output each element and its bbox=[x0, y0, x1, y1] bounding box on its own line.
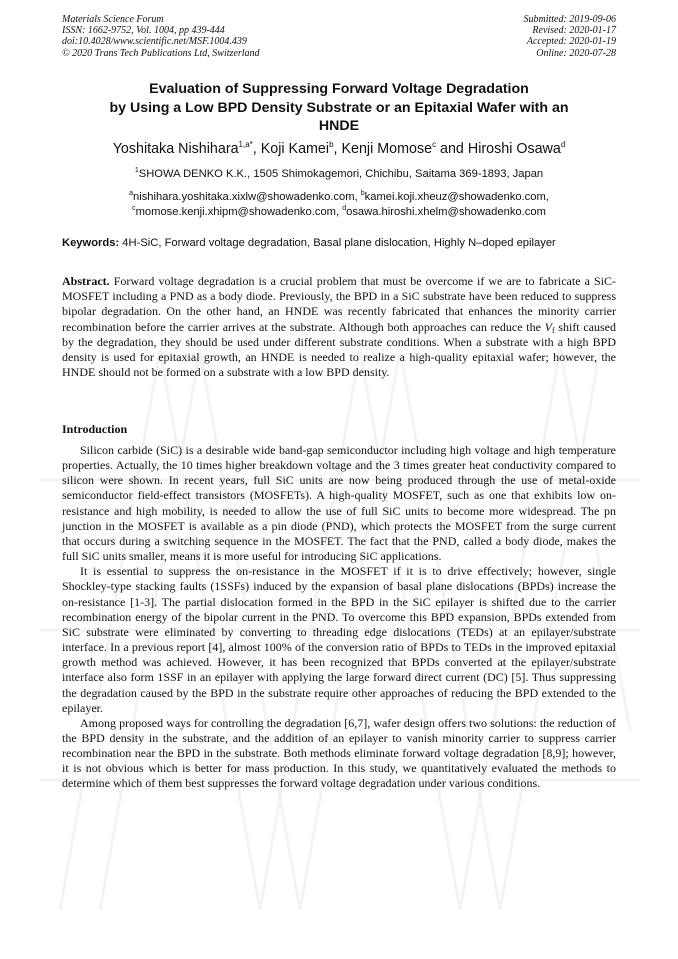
email-address[interactable]: osawa.hiroshi.xhelm@showadenko.com bbox=[346, 205, 546, 218]
abstract bbox=[62, 274, 616, 380]
date-revised: Revised: 2020-01-17 bbox=[532, 25, 616, 37]
author-name: Yoshitaka Nishihara bbox=[112, 141, 239, 157]
abstract-text-part2: shift caused by the degradation, they should be used under different substrate conditions. When a substrate with a high BPD density is used for epitaxial growth, an HNDE is needed to realize a high-quality epitaxial wafer; however, the HNDE should not be formed on a substrate with a low BPD density. bbox=[62, 319, 616, 380]
author-affiliation-mark: b bbox=[329, 140, 334, 149]
email-mark: d bbox=[342, 204, 347, 212]
title-line-1: Evaluation of Suppressing Forward Voltage Degradation bbox=[149, 81, 529, 97]
email-address[interactable]: momose.kenji.xhipm@showadenko.com, bbox=[135, 205, 343, 218]
keywords bbox=[62, 237, 616, 249]
title-line-2: by Using a Low BPD Density Substrate or an Epitaxial Wafer with an bbox=[109, 99, 569, 116]
author-separator: , bbox=[252, 141, 261, 157]
journal-header bbox=[62, 14, 616, 59]
journal-doi: doi:10.4028/www.scientific.net/MSF.1004.439 bbox=[62, 36, 247, 48]
email-line-2 bbox=[40, 205, 638, 220]
journal-copyright: © 2020 Trans Tech Publications Ltd, Switzerland bbox=[62, 47, 260, 59]
author-separator: , bbox=[333, 141, 342, 157]
keywords-label: Keywords: bbox=[62, 237, 120, 249]
journal-issn: ISSN: 1662-9752, Vol. 1004, pp 439-444 bbox=[62, 25, 225, 37]
introduction-paragraph-1: Silicon carbide (SiC) is a desirable wide band-gap semiconductor including high voltage and high temperature properties. Actually, the 10 times higher breakdown voltage and the 3 times greater heat conductivity compared to silicon were shown. In recent years, full SiC units are now being produced through the use of metal-oxide semiconductor field-effect transistors (MOSFETs). A high-quality MOSFET, such as one that exhibits low on-resistance and high mobility, is needed to allow the use of full SiC units to become more widespread. The pn junction in the MOSFET is available as a pin diode (PND), which protects the MOSFET from the surge current that occurs during a switching sequence in the MOSFET. The fact that the PND, called a body diode, makes the full SiC units smaller, means it is more useful for introducing SiC applications. bbox=[62, 443, 616, 564]
introduction-body bbox=[62, 443, 616, 792]
author-list bbox=[40, 141, 638, 157]
email-mark: a bbox=[129, 190, 133, 197]
title-line-3: HNDE bbox=[318, 118, 360, 134]
affiliation bbox=[40, 168, 638, 180]
email-mark: c bbox=[132, 204, 136, 212]
affiliation-mark: 1 bbox=[134, 167, 139, 174]
author-name: Kenji Momose bbox=[341, 141, 433, 157]
email-address[interactable]: nishihara.yoshitaka.xixlw@showadenko.com, bbox=[133, 191, 361, 203]
abstract-text-part1: Forward voltage degradation is a crucial problem that must be overcome if we are to fabricate a SiC-MOSFET including a PND as a body diode. Previously, the BPD in a SiC substrate have been reduced to suppress bipolar degradation. On the other hand, an HNDE was recently fabricated that enhances the minority carrier recombination before the carrier arrives at the substrate. Although both approaches can reduce the bbox=[62, 274, 616, 334]
introduction-paragraph-2: It is essential to suppress the on-resistance in the MOSFET if it is to drive effectively; however, single Shockley-type stacking faults (1SSFs) induced by the expansion of basal plane dislocations (BPDs) increase the on-resistance [1-3]. The partial dislocation formed in the BPD in the SiC epilayer is shifted due to the carrier recombination energy of the bipolar current in the PND. To overcome this BPD expansion, BPDs extended from SiC substrate were eliminated by converting to threading edge dislocations (TEDs) at an epilayer/substrate interface. In a previous report [4], almost 100% of the conversion ratio of BPDs to TEDs in the improved epitaxial growth method was achieved. However, it has been recognized that BPDs converted at the epilayer/substrate interface also form 1SSF in an epilayer with applying the large forward direct current (DC) [5]. Thus suppressing the degradation caused by the BPD in the substrate require other approaches of reducing the BPD extended to the epilayer. bbox=[62, 564, 616, 715]
author-affiliation-mark: d bbox=[560, 140, 566, 149]
author-affiliation-mark: 1,a* bbox=[238, 140, 253, 149]
introduction-paragraph-3: Among proposed ways for controlling the degradation [6,7], wafer design offers two solutions: the reduction of the BPD density in the substrate, and the addition of an epilayer to vanish minority carrier to suppress carrier recombination near the BPD in the substrate. Both methods eliminate forward voltage degradation [8,9]; however, it is not obvious which is better for mass production. In this study, we quantitatively evaluated the methods to determine which of them best suppresses the forward voltage degradation under various conditions. bbox=[62, 715, 616, 791]
date-online: Online: 2020-07-28 bbox=[536, 47, 616, 59]
author-name: Koji Kamei bbox=[260, 141, 330, 157]
email-mark: b bbox=[360, 190, 365, 197]
keywords-text: 4H-SiC, Forward voltage degradation, Basal plane dislocation, Highly N–doped epilayer bbox=[119, 237, 556, 249]
vf-subscript: f bbox=[551, 325, 555, 335]
author-separator: and bbox=[436, 141, 468, 157]
paper-title bbox=[62, 80, 616, 136]
affiliation-text: SHOWA DENKO K.K., 1505 Shimokagemori, Chichibu, Saitama 369-1893, Japan bbox=[138, 168, 544, 180]
date-accepted: Accepted: 2020-01-19 bbox=[526, 36, 616, 48]
journal-info bbox=[62, 14, 260, 59]
publication-dates bbox=[524, 14, 617, 59]
author-emails bbox=[40, 190, 638, 219]
abstract-label: Abstract. bbox=[62, 274, 110, 288]
journal-name: Materials Science Forum bbox=[62, 14, 164, 25]
author-affiliation-mark: c bbox=[432, 140, 437, 149]
email-address[interactable]: kamei.koji.xheuz@showadenko.com, bbox=[364, 191, 549, 203]
email-line-1 bbox=[40, 190, 638, 205]
date-submitted: Submitted: 2019-09-06 bbox=[523, 14, 616, 25]
section-heading-introduction: Introduction bbox=[62, 422, 128, 436]
vf-symbol: V bbox=[544, 319, 552, 334]
author-name: Hiroshi Osawa bbox=[467, 141, 561, 157]
